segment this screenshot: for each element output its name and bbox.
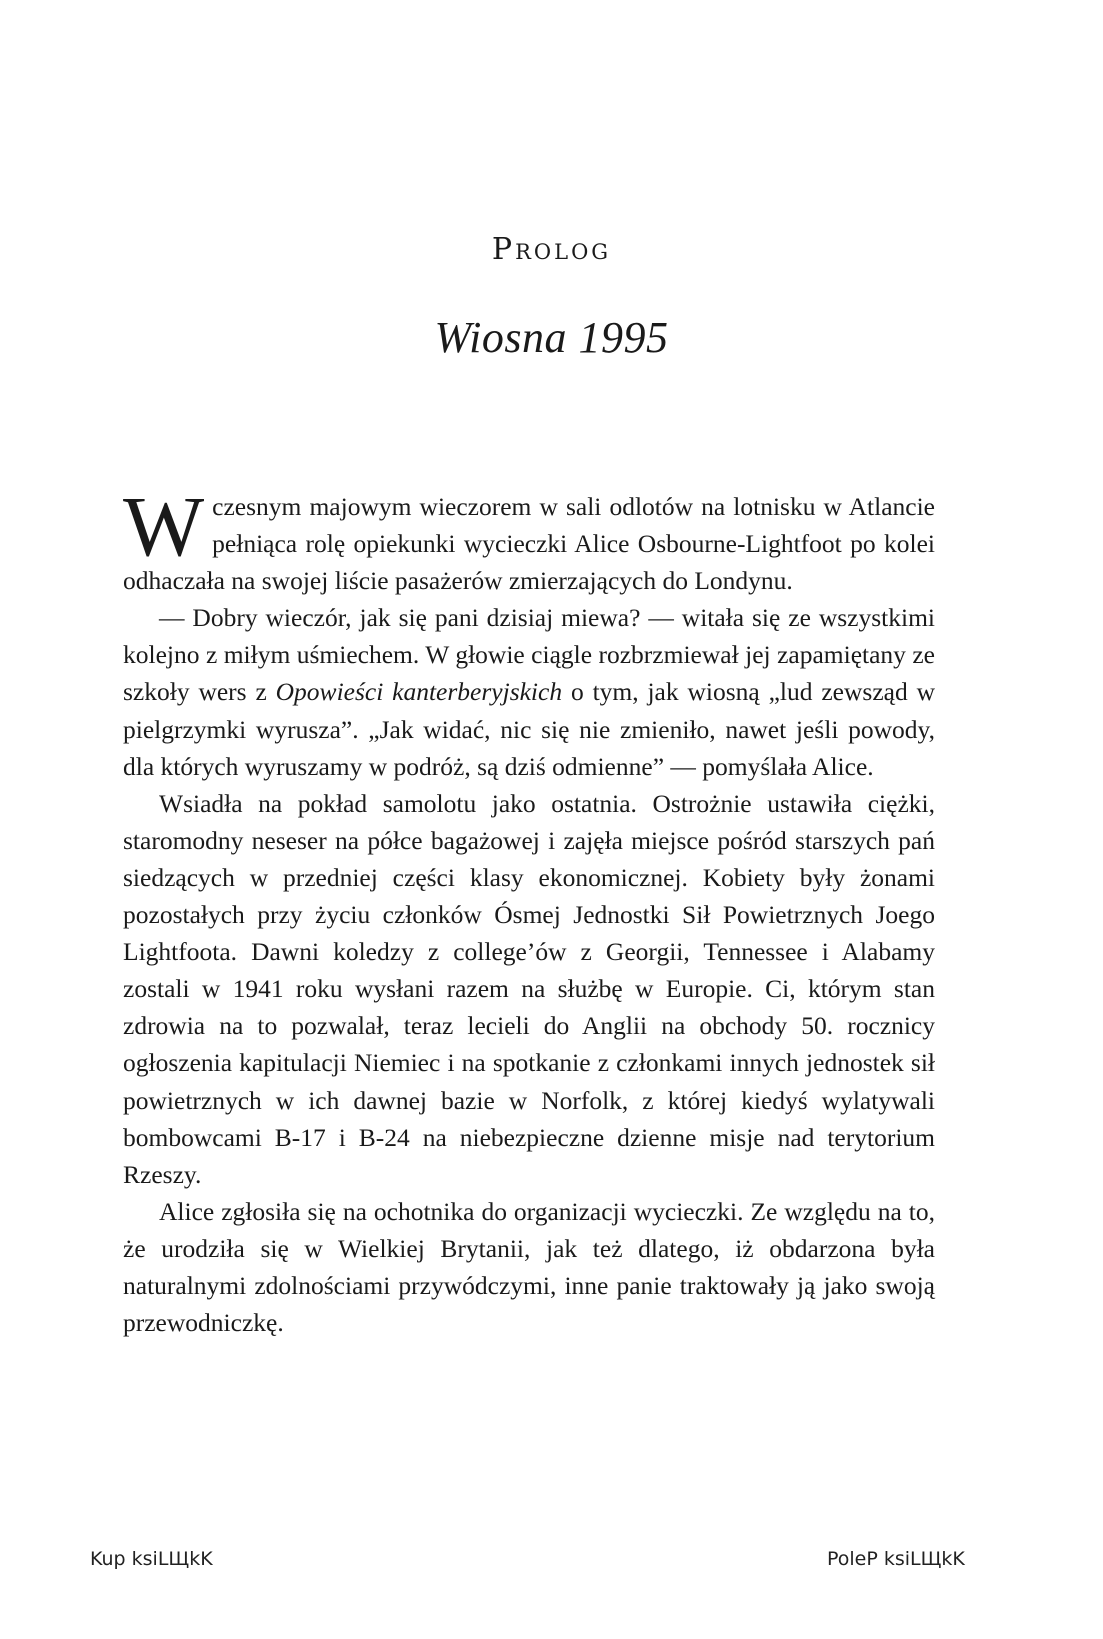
paragraph-2-text-b: o tym, jak wiosną „lud zewsząd w pielgrzymki wyrusza”. „Jak widać, nic się nie zmieniło, nawet jeśli powody, dla których wyruszamy w podróż, są dziś odmienne” — pomyślała Alice. (123, 677, 935, 781)
recommend-book-link[interactable]: PoleP ksiLЩkK (827, 1548, 965, 1570)
paragraph-1-text: czesnym majowym wieczorem w sali odlotów na lotnisku w Atlancie pełniąca rolę opiekunki wycieczki Alice Osbourne-Lightfoot po kolei odhaczała na swojej liście pasażerów zmierzających do Londynu. (123, 492, 935, 596)
paragraph-2-text-a: — Dobry wieczór, jak się pani dzisiaj miewa? — witała się ze wszystkimi kolejno z miłym uśmiechem. W głowie ciągle rozbrzmiewał jej zapamiętany ze szkoły wers z (123, 603, 935, 707)
chapter-body (123, 478, 935, 1341)
chapter-label: Prolog (491, 232, 612, 267)
buy-book-link[interactable]: Kup ksiLЩkK (90, 1548, 213, 1570)
paragraph-2 (123, 599, 935, 784)
chapter-subtitle: Wiosna 1995 (434, 313, 669, 362)
paragraph-4: Alice zgłosiła się na ochotnika do organizacji wycieczki. Ze względu na to, że urodziła się w Wielkiej Brytanii, jak też dlatego, iż obdarzona była naturalnymi zdolnościami przywódczymi, inne panie traktowały ją jako swoją przewodniczkę. (123, 1196, 935, 1338)
drop-cap: W (123, 478, 205, 574)
paragraph-1 (123, 478, 935, 599)
book-title-italic: Opowieści kanterberyjskich (275, 677, 563, 707)
paragraph-3: Wsiadła na pokład samolotu jako ostatnia. Ostrożnie ustawiła ciężki, staromodny neseser na półce bagażowej i zajęła miejsce pośród starszych pań siedzących w przedniej części klasy ekonomicznej. Kobiety były żonami pozostałych przy życiu członków Ósmej Jednostki Sił Powietrznych Joego Lightfoota. Dawni koledzy z college’ów z Georgii, Tennessee i Alabamy zostali w 1941 roku wysłani razem na służbę w Europie. Ci, którym stan zdrowia na to pozwalał, teraz lecieli do Anglii na obchody 50. rocznicy ogłoszenia kapitulacji Niemiec i na spotkanie z członkami innych jednostek sił powietrznych w ich dawnej bazie w Norfolk, z której kiedyś wylatywali bombowcami B-17 i B-24 na niebezpieczne dzienne misje nad terytorium Rzeszy. (123, 788, 935, 1189)
